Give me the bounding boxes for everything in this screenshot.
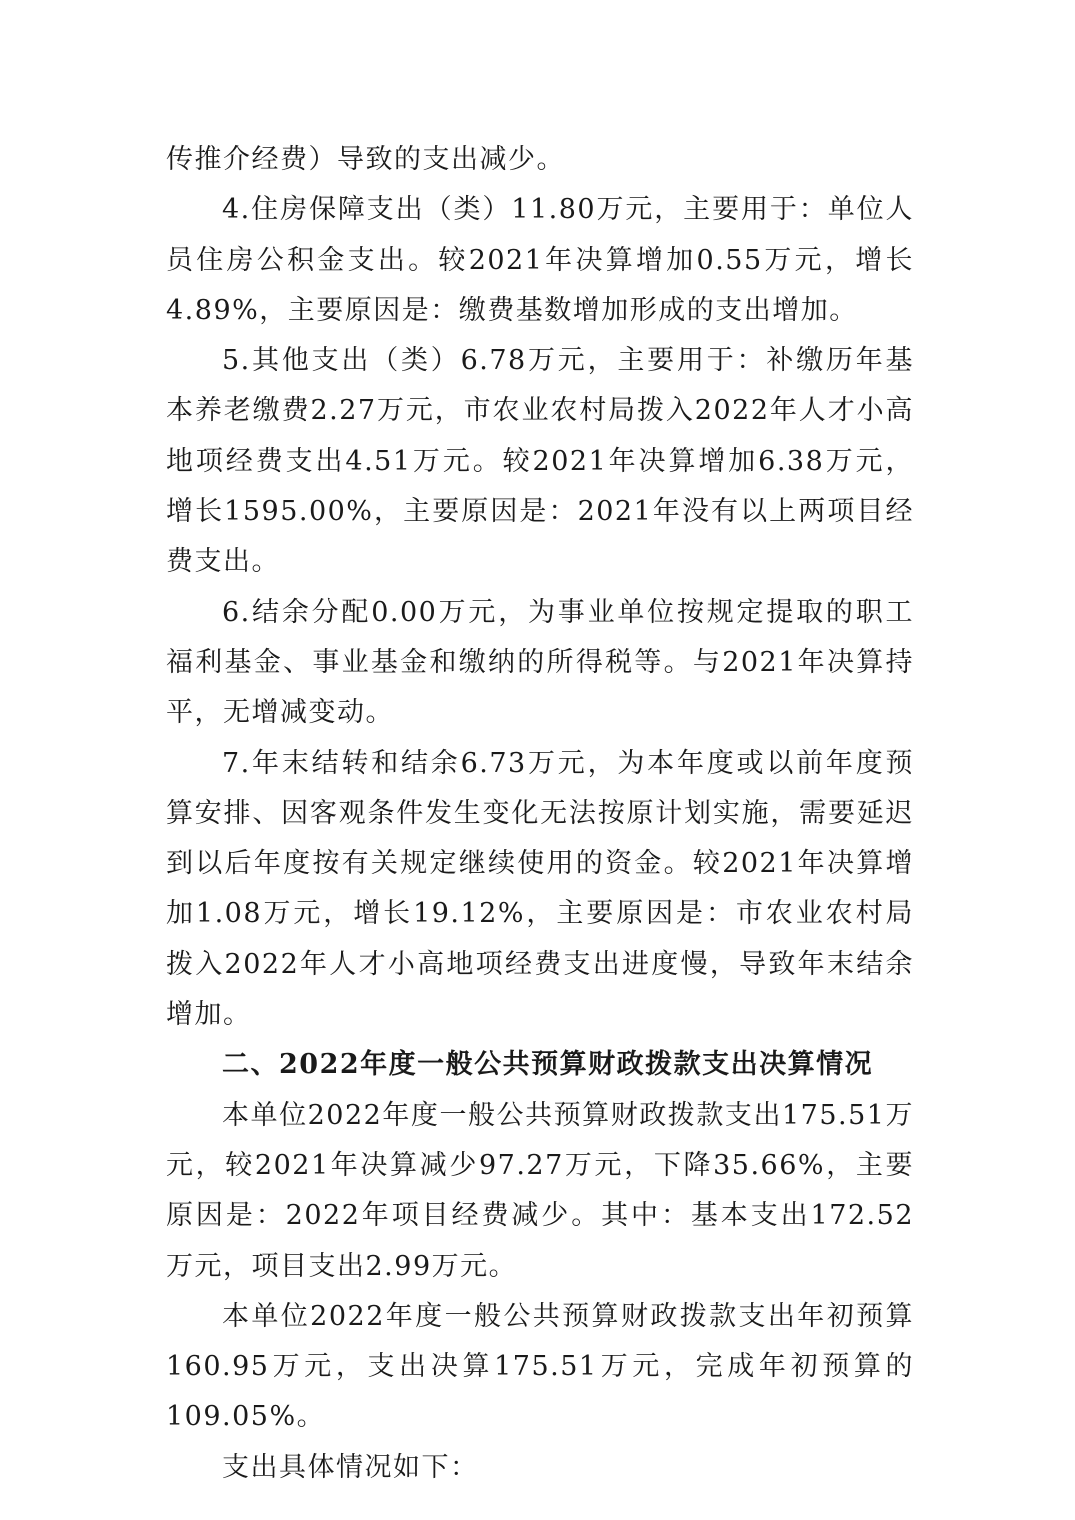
document-body xyxy=(166,135,914,1493)
section-heading: 二、2022年度一般公共预算财政拨款支出决算情况 xyxy=(222,1049,874,1081)
paragraph-budget-completion: 本单位2022年度一般公共预算财政拨款支出年初预算160.95万元，支出决算175.51万元，完成年初预算的109.05%。 xyxy=(166,1300,914,1433)
paragraph-surplus-distribution: 6.结余分配0.00万元，为事业单位按规定提取的职工福利基金、事业基金和缴纳的所得税等。与2021年决算持平，无增减变动。 xyxy=(166,596,914,729)
paragraph-housing-expenditure: 4.住房保障支出（类）11.80万元，主要用于：单位人员住房公积金支出。较2021年决算增加0.55万元，增长4.89%，主要原因是：缴费基数增加形成的支出增加。 xyxy=(166,194,914,326)
paragraph-continuation: 传推介经费）导致的支出减少。 xyxy=(166,144,565,175)
paragraph-details-intro: 支出具体情况如下： xyxy=(222,1451,479,1483)
paragraph-year-end-balance: 7.年末结转和结余6.73万元，为本年度或以前年度预算安排、因客观条件发生变化无法按原计划实施，需要延迟到以后年度按有关规定继续使用的资金。较2021年决算增加1.08万元，增长19.12%，主要原因是：市农业农村局拨入2022年人才小高地项经费支出进度慢，导致年末结余增加。 xyxy=(166,747,914,1031)
paragraph-other-expenditure: 5.其他支出（类）6.78万元，主要用于：补缴历年基本养老缴费2.27万元，市农业农村局拨入2022年人才小高地项经费支出4.51万元。较2021年决算增加6.38万元，增长1595.00%，主要原因是：2021年没有以上两项目经费支出。 xyxy=(166,345,914,578)
paragraph-general-budget-total: 本单位2022年度一般公共预算财政拨款支出175.51万元，较2021年决算减少97.27万元，下降35.66%，主要原因是：2022年项目经费减少。其中：基本支出172.52万元，项目支出2.99万元。 xyxy=(166,1099,914,1282)
